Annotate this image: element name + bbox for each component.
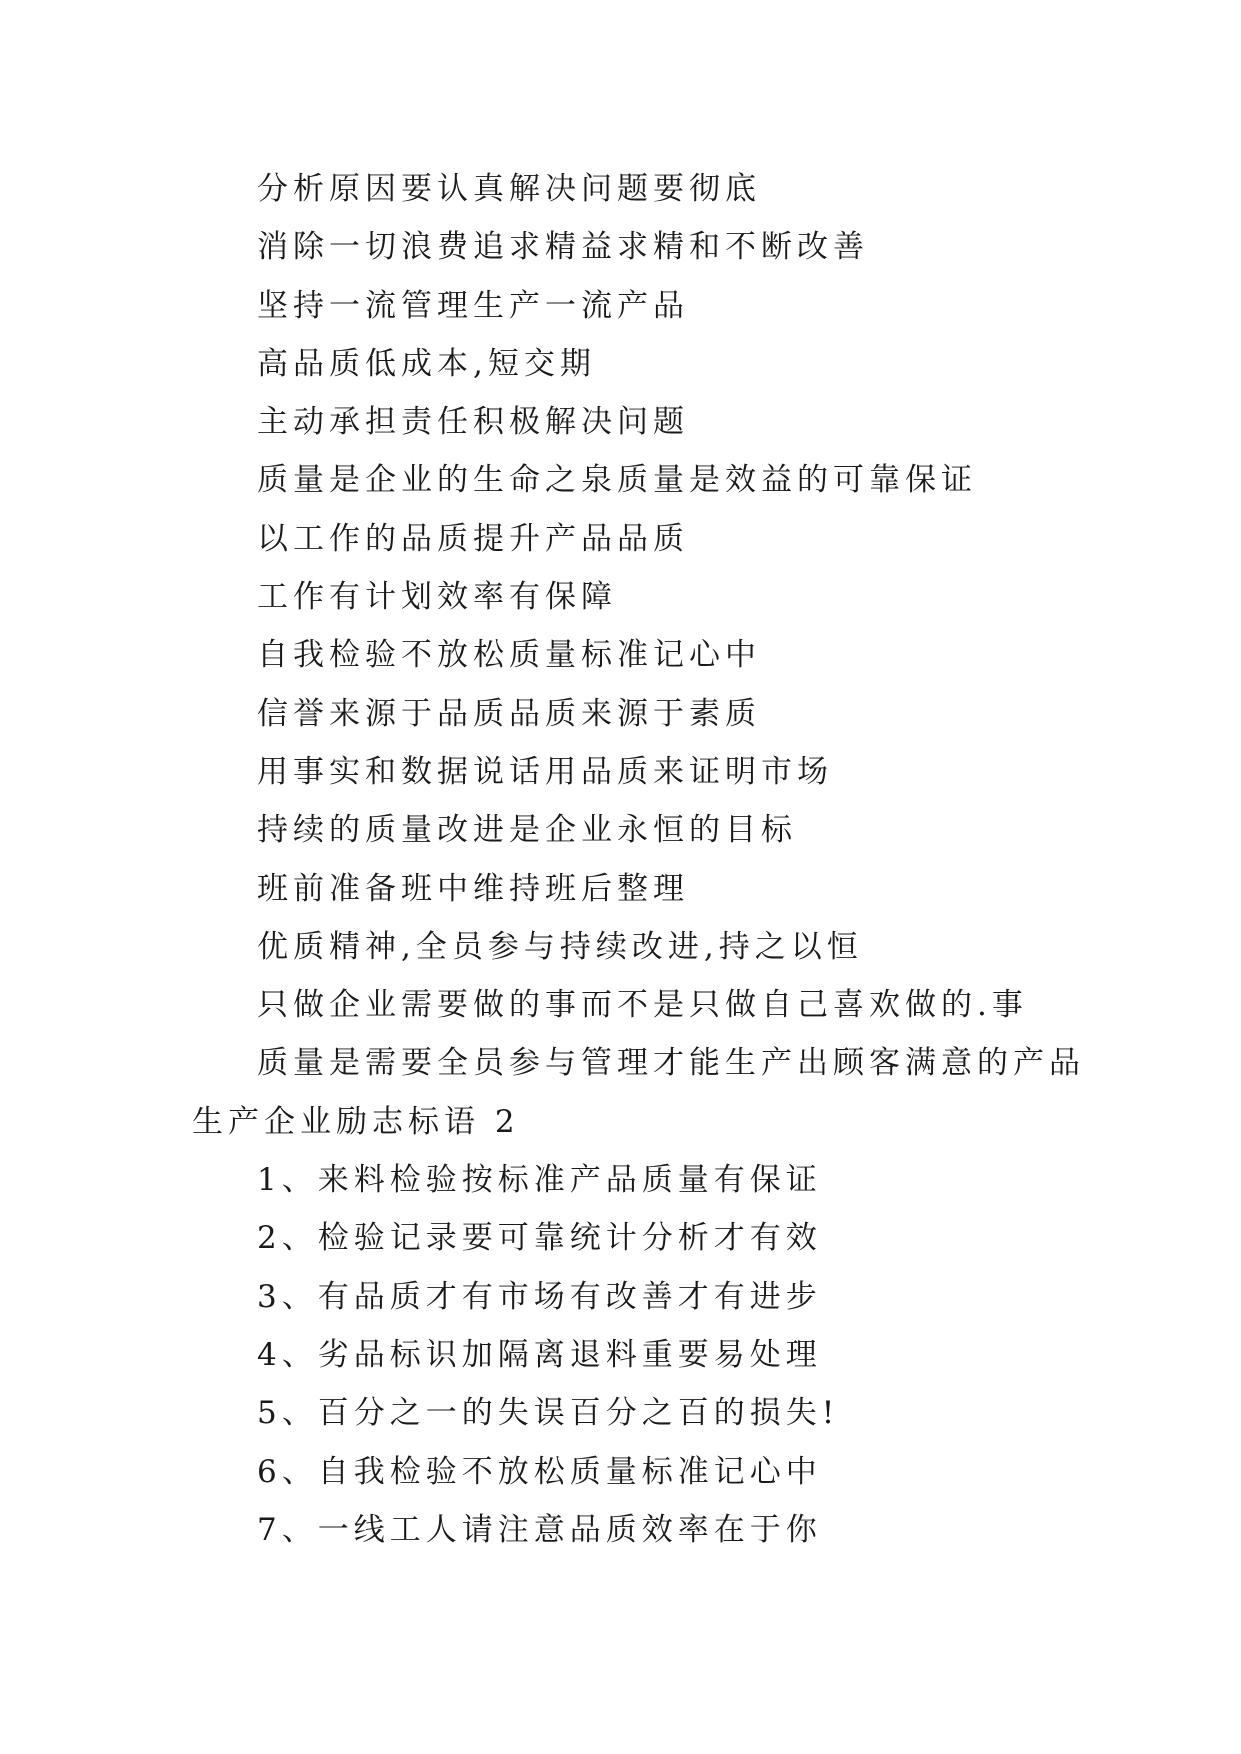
slogan-line: 以工作的品质提升产品品质 — [257, 520, 689, 557]
numbered-slogan: 3、有品质才有市场有改善才有进步 — [257, 1278, 822, 1315]
numbered-slogan: 5、百分之一的失误百分之百的损失! — [257, 1395, 840, 1432]
numbered-slogan: 2、检验记录要可靠统计分析才有效 — [257, 1220, 822, 1257]
numbered-slogan: 7、一线工人请注意品质效率在于你 — [257, 1511, 822, 1548]
slogan-line: 坚持一流管理生产一流产品 — [257, 287, 689, 324]
slogan-line: 用事实和数据说话用品质来证明市场 — [257, 753, 833, 790]
slogan-line: 持续的质量改进是企业永恒的目标 — [257, 812, 797, 849]
slogan-line: 主动承担责任积极解决问题 — [257, 404, 689, 441]
slogan-line: 工作有计划效率有保障 — [257, 579, 617, 616]
slogan-line: 优质精神,全员参与持续改进,持之以恒 — [257, 928, 863, 965]
document-body — [0, 160, 1241, 1559]
slogan-line: 质量是需要全员参与管理才能生产出顾客满意的产品 — [257, 1045, 1085, 1082]
slogan-line: 消除一切浪费追求精益求精和不断改善 — [257, 229, 869, 266]
slogan-line: 班前准备班中维持班后整理 — [257, 870, 689, 907]
slogan-line: 高品质低成本,短交期 — [257, 345, 596, 382]
slogan-line: 自我检验不放松质量标准记心中 — [257, 637, 761, 674]
section-heading: 生产企业励志标语 2 — [192, 1103, 520, 1140]
slogan-line: 只做企业需要做的事而不是只做自己喜欢做的.事 — [257, 987, 1028, 1024]
numbered-slogan: 4、劣品标识加隔离退料重要易处理 — [257, 1336, 822, 1373]
numbered-slogan: 6、自我检验不放松质量标准记心中 — [257, 1453, 822, 1490]
slogan-line: 质量是企业的生命之泉质量是效益的可靠保证 — [257, 462, 977, 499]
slogan-line: 信誉来源于品质品质来源于素质 — [257, 695, 761, 732]
slogan-line: 分析原因要认真解决问题要彻底 — [257, 171, 761, 207]
numbered-slogan: 1、来料检验按标准产品质量有保证 — [257, 1162, 822, 1199]
